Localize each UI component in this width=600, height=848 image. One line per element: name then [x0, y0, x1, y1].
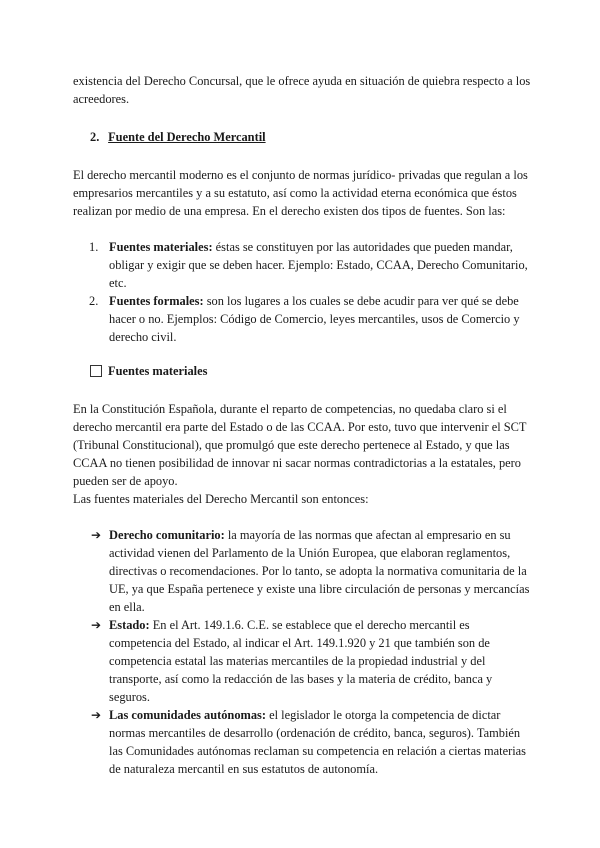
arrow-icon: ➔ [91, 528, 102, 542]
definition-paragraph: El derecho mercantil moderno es el conjunto de normas jurídico- privadas que regulan a los empresarios mercantiles y a su estatuto, así como la actividad eterna económica que éstos realizan por medio de una empresa. En el derecho existen dos tipos de fuentes. Son las: [73, 168, 528, 218]
list-item-text: el legislador le otorga la competencia de dictar normas mercantiles de desarrollo (ordenación de crédito, banca, seguros). También las Comunidades autónomas reclaman su competencia en relación a ciertas materias de naturaleza mercantil en sus estatutos de autonomía. [109, 708, 526, 776]
subheading [90, 362, 531, 380]
constitucion-paragraph: En la Constitución Española, durante el reparto de competencias, no quedaba claro si el derecho mercantil era parte del Estado o de las CCAA. Por esto, tuvo que intervenir el SCT (Tribunal Constitucional), que promulgó que este derecho pertenece al Estado, y que las CCAA no tienen posibilidad de innovar ni sacar normas contradictorias a la estatales, pero pueden ser de apoyo. [73, 402, 527, 488]
list-item-text: la mayoría de las normas que afectan al empresario en su actividad vienen del Parlamento de la Unión Europea, que elaboran reglamentos, directivas o recomendaciones. Por lo tanto, se adopta la normativa comunitaria de la UE, ya que España pertenece y existe una libre circulación de personas y mercancías en ella. [109, 528, 530, 614]
list-item-label: Derecho comunitario: [109, 528, 225, 542]
arrow-icon: ➔ [91, 708, 102, 722]
list-number: 2. [89, 294, 99, 308]
arrow-list [73, 526, 531, 778]
list-item [73, 238, 531, 292]
section-title: Fuente del Derecho Mercantil [108, 130, 266, 144]
list-item-label: Las comunidades autónomas: [109, 708, 266, 722]
list-item [73, 706, 531, 778]
list-item [73, 526, 531, 616]
document-page [73, 72, 531, 778]
checkbox-icon [90, 365, 102, 377]
subheading-title: Fuentes materiales [108, 364, 208, 378]
list-item-label: Fuentes materiales: [109, 240, 213, 254]
section-number: 2. [90, 130, 100, 144]
list-item-label: Estado: [109, 618, 150, 632]
intro-paragraph: existencia del Derecho Concursal, que le ofrece ayuda en situación de quiebra respecto a los acreedores. [73, 74, 531, 106]
list-item-text: son los lugares a los cuales se debe acudir para ver qué se debe hacer o no. Ejemplos: Código de Comercio, leyes mercantiles, usos de Comercio y derecho civil. [109, 294, 520, 344]
section-heading [90, 128, 531, 146]
list-item-text: éstas se constituyen por las autoridades que pueden mandar, obligar y exigir que se deben hacer. Ejemplo: Estado, CCAA, Derecho Comunitario, etc. [109, 240, 528, 290]
fuentes-list [73, 238, 531, 346]
list-item [73, 616, 531, 706]
list-item-text: En el Art. 149.1.6. C.E. se establece que el derecho mercantil es competencia del Estado, al indicar el Art. 149.1.920 y 21 que también son de competencia estatal las materias mercantiles de la propiedad industrial y del transporte, así como la redacción de las bases y la materia de crédito, banca y seguros. [109, 618, 493, 704]
lead-paragraph: Las fuentes materiales del Derecho Mercantil son entonces: [73, 492, 369, 506]
list-item [73, 292, 531, 346]
list-item-label: Fuentes formales: [109, 294, 204, 308]
list-number: 1. [89, 240, 99, 254]
arrow-icon: ➔ [91, 618, 102, 632]
